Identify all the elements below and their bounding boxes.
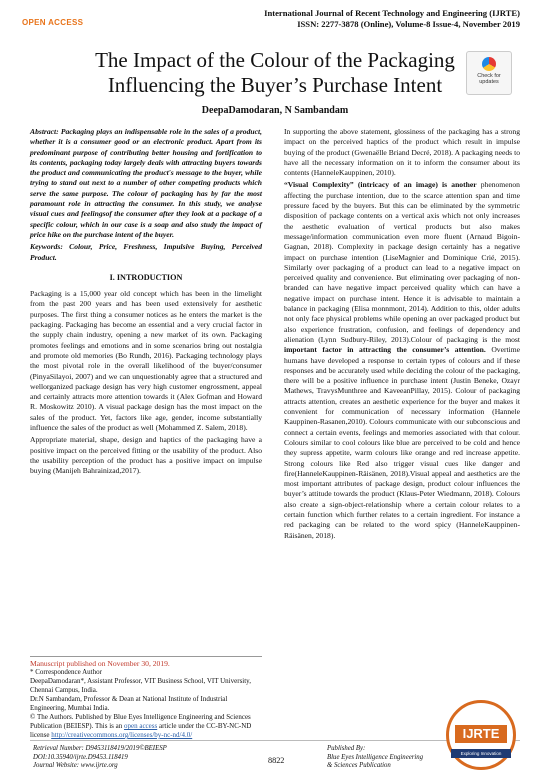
- open-access-text: OPEN ACCESS: [22, 18, 84, 27]
- left-column: [30, 127, 262, 479]
- section-heading-introduction: I. INTRODUCTION: [109, 272, 183, 282]
- check-for-updates-badge[interactable]: [466, 51, 512, 95]
- right-paragraph-1: In supporting the above statement, glossiness of the packaging has a strong impact on the perceived haptics of the product which result in impulse buying of the product (Gwenaëlle Briand Decré, 2018). A packaging needs to have all the necessary information on it to inform the consumer about its contents (HanneleKauppinen, 2010).: [284, 127, 520, 178]
- right-paragraph-2: “Visual Complexity” (intricacy of an image) is another phenomenon affecting the purchase intention, due to the scarce attention span and time pressure faced by the buyers. But this can be eliminated by the symmetric disposition of package contents on a vertical axis which not only increases the aesthetic evaluation of vertical products but also makes message/information communication even more fluent (Arnaud Bigoin-Gagnan, 2018). Complexity in package design certainly has a negative impact on purchase intention (LiseMagnier and Dominique Crié, 2015). Similarly over packaging of a product can lead to a negative impact on perceived quality and convenience. But eliminating over packaging of non-branded can have negative impact perceived quality which can have a negative impact on purchase intent. Hence it is advisable to maintain a balance in packaging (Elisa monnmont, 2014). Addition to this, older adults not only face physical problems while opening an over packaged product but also experience frustration, confusion, and feelings of dependency and alienation (Lynn Sudbury-Riley, 2013).Colour of packaging is the most important factor in attracting the consumer’s attention. Overtime humans have developed a response to certain types of colours and if these responses and be accurately used while deciding the colour of the packaging, there will be a positive influence in purchase intent (Justin Beneke, Ozayr Mathews, TravysMunthree and KaveeanPillay, 2015). Colour of packaging attracts attention, creates an aesthetic experience for the buyer and makes it convenient for communication of necessary information (Hannele Kauppinen-Rasanen,2010). Colours communicate with our subconscious and connect a certain events, feelings and memories associated with that colour. Colours similar to cool colours like blue are perceived to be cold and hence they supress appetite, warm colours like orange and red increase appetite. Strong colours like Red also trigger visual cues like danger and fire(HanneleKauppinen-Räisänen, 2018).Visual appeal and aesthetics are the most important attributes of package design, product colour influences the buyer’s attitude towards the product (Klaus-Peter Wiedmann, 2018). Colours also create a sign-object-relationship where a certain colour relates to a certain function which further relates to a certain ingredient. For instance a red packaging can be related to the word spicy (HanneleKauppinen-Räisänen, 2018).: [284, 180, 520, 540]
- author-affiliation-2: Dr.N Sambandam, Professor & Dean at National Institute of Industrial Engineering, Mumbai India.: [30, 695, 228, 712]
- open-access-logo: [22, 12, 112, 28]
- doi[interactable]: DOI:10.35940/ijrte.D9453.118419: [33, 753, 128, 761]
- author-affiliation-1: DeepaDamodaran*, Assistant Professor, VIT Business School, VIT University, Chennai Campus, India.: [30, 677, 251, 694]
- title-line-2: Influencing the Buyer’s Purchase Intent: [107, 73, 443, 97]
- correspondence-label: * Correspondence Author: [30, 668, 102, 676]
- manuscript-info: [30, 656, 262, 740]
- abstract: Abstract: Packaging plays an indispensable role in the sales of a product, whether it is a consumer good or an electronic product. Apart from its predominant purpose of contributing better housing and fortification to its contents, packaging today largely deals with attracting buyers towards the product and communicating the product's message to the buyer, while trying to stand out next to a number of other competing products which serve the same purpose. The colour of packaging has by far the most paramount role in attracting the consumer. In this study, we analyse visual cues and feelingsof the consumer after they look at a package of a specific colour, which in our case is a soap and also study the impact of price hike on the purchase intent of the buyer.: [30, 127, 262, 239]
- right-column: [284, 127, 520, 543]
- manuscript-published: Manuscript published on November 30, 2019.: [30, 659, 170, 668]
- journal-website[interactable]: Journal Website: www.ijrte.org: [33, 762, 118, 770]
- page-number: 8822: [268, 756, 285, 765]
- footer-left: [33, 745, 167, 771]
- title-line-1: The Impact of the Colour of the Packaging: [95, 48, 455, 72]
- retrieval-number: Retrieval Number: D9453118419/2019©BEIESP: [33, 745, 167, 752]
- intro-paragraph-2: Appropriate material, shape, design and haptics of the packaging have a positive impact on the perceived fitting or the usability of the product. Also the usability perception of the product has a positive impact on impulse buying (Manijeh Bahrainizad,2017).: [30, 435, 262, 476]
- journal-seal-logo: IJRTE Exploring Innovation: [446, 700, 516, 770]
- check-badge-label: Check for updates: [477, 73, 501, 85]
- crossmark-icon: [482, 57, 496, 71]
- journal-name: International Journal of Recent Technology and Engineering (IJRTE): [264, 8, 520, 18]
- license-link[interactable]: http://creativecommons.org/licenses/by-nc-nd/4.0/: [51, 731, 193, 739]
- open-access-link[interactable]: open access: [123, 722, 158, 730]
- footer-publisher: Published By: Blue Eyes Intelligence Engineering & Sciences Publication: [327, 745, 424, 770]
- intro-paragraph-1: Packaging is a 15,000 year old concept which has been in the limelight from the past 200 years and has been used extensively for aesthetic purposes. The first thing a consumer notices as he enters the market is the packaging. Packaging has become an essential and a very crucial factor in the supply chain industry, opening a new market of its own. Packaging promotes feelings and emotions and in some scenarios bring out nostalgia and promote old memories (Bo Rundh, 2016). Packaging technology plays the most pivotal role in the overall likelihood of the buyer/consumer (PinyaSilayoi, 2007) and we can unquestionably agree that a structured and wellorganized package design has very high customer engrossment, appeal and certainly attracts more attention towards it (Alex Gofman and Howard R. Moskowitz 2010). A visual package design has the most impact on the sales of the product. Yet, factors like age, gender, income substantially influence the sales of the product as well (Mohammed Z. Salem, 2018).: [30, 289, 262, 433]
- journal-issn: ISSN: 2277-3878 (Online), Volume-8 Issue-4, November 2019: [297, 19, 520, 29]
- journal-header: [190, 8, 520, 30]
- copyright-notice: © The Authors. Published by Blue Eyes Intelligence Engineering and Sciences Publication (BEIESP). This is an open access article under the CC-BY-NC-ND license http://creativecommons.org/licenses/by-nc-nd/4.0/: [30, 713, 252, 739]
- authors: DeepaDamodaran, N Sambandam: [201, 105, 349, 116]
- keywords: Keywords: Colour, Price, Freshness, Impulsive Buying, Perceived Product.: [30, 242, 262, 262]
